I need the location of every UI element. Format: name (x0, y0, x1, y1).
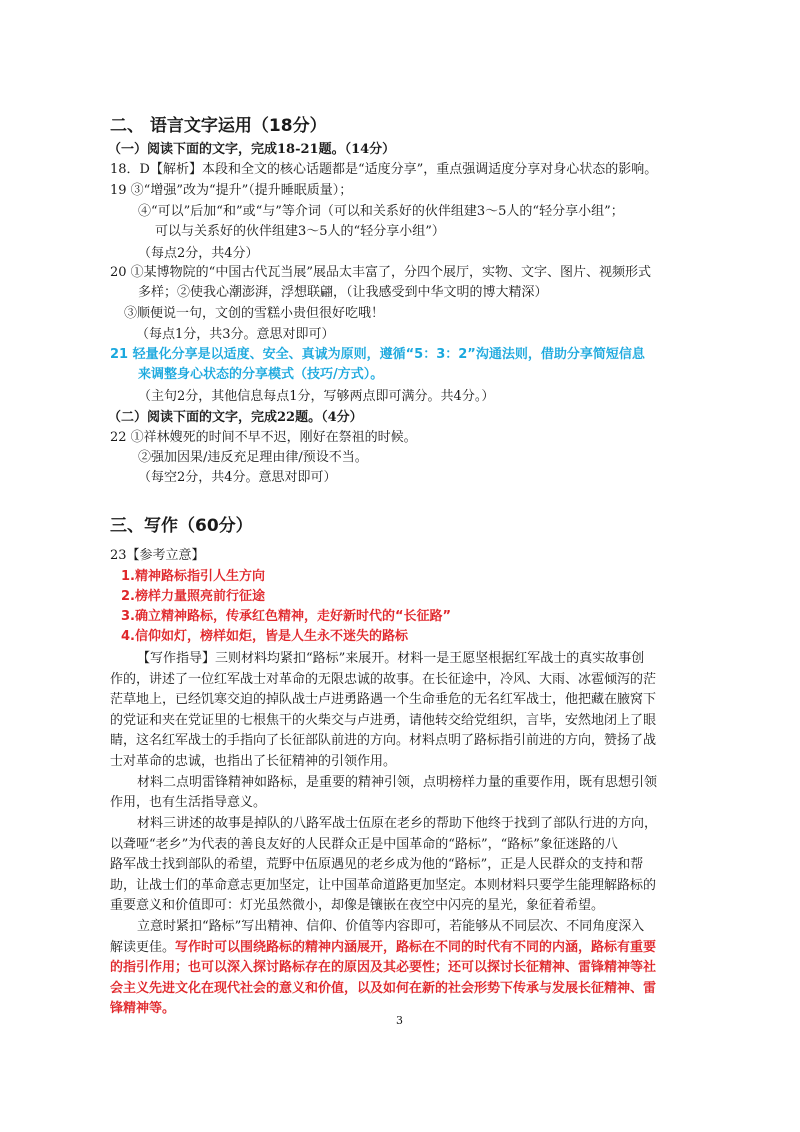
guide-paragraph-line: 作的，讲述了一位红军战士对革命的无限忠诚的故事。在长征途中，冷风、大雨、冰雹倾泻的茫 (110, 672, 657, 687)
answer-20-line: 20 ①某博物院的“中国古代瓦当展”展品太丰富了，分四个展厅，实物、文字、图片、视频形式 (110, 265, 651, 280)
answer-22-line: ②强加因果/违反充足理由律/预设不当。 (138, 450, 368, 465)
guide-paragraph-line: 材料二点明雷锋精神如路标，是重要的精神引领，点明榜样力量的重要作用，既有思想引领 (137, 775, 658, 790)
answer-21-score: （主句2分，其他信息每点1分，写够两点即可满分。共4分。） (138, 389, 495, 404)
answer-21-line: 21 轻量化分享是以适度、安全、真诚为原则，遵循“5：3：2”沟通法则，借助分享简短信息 (110, 347, 645, 362)
guide-paragraph-line: 路军战士找到部队的希望，荒野中伍原遇见的老乡成为他的“路标”，正是人民群众的支持和帮 (110, 857, 644, 872)
guide-paragraph-line: 助，让战士们的革命意志更加坚定，让中国革命道路更加坚定。本则材料只要学生能理解路标的 (110, 878, 657, 893)
answer-20-line: 多样；②使我心潮澎湃，浮想联翩，（让我感受到中华文明的博大精深） (138, 285, 548, 300)
idea-item: 4.信仰如灯，榜样如炬，皆是人生永不迷失的路标 (121, 629, 408, 644)
answer-18: 18．D【解析】本段和全文的核心话题都是“适度分享”，重点强调适度分享对身心状态的影响。 (110, 162, 658, 177)
subsection-2-heading: （二）阅读下面的文字，完成22题。（4分） (108, 410, 363, 425)
guide-red-line: 的指引作用；也可以深入探讨路标存在的原因及其必要性；还可以探讨长征精神、雷锋精神等社 (110, 960, 657, 975)
guide-mixed-line (110, 939, 656, 957)
answer-19-line: ④“可以”后加“和”或“与”等介词（可以和关系好的伙伴组建3～5人的“轻分享小组”； (138, 204, 624, 219)
answer-20-line: ③顺便说一句，文创的雪糕小贵但很好吃哦！ (124, 306, 385, 321)
section-3-title: 三、写作（60分） (110, 516, 253, 536)
guide-red-line: 锋精神等。 (110, 1001, 176, 1016)
guide-paragraph-line: 立意时紧扣“路标”写出精神、信仰、价值等内容即可，若能够从不同层次、不同角度深入 (137, 919, 645, 934)
answer-21-line: 来调整身心状态的分享模式（技巧/方式）。 (138, 367, 384, 382)
guide-red-line: 会主义先进文化在现代社会的意义和价值，以及如何在新的社会形势下传承与发展长征精神、雷 (110, 981, 657, 996)
answer-23-heading: 23【参考立意】 (110, 548, 205, 563)
guide-paragraph-line: 【写作指导】三则材料均紧扣“路标”来展开。材料一是王愿坚根据红军战士的真实故事创 (137, 651, 645, 666)
page-number: 3 (396, 1014, 403, 1027)
guide-paragraph-line: 士对革命的忠诚，也指出了长征精神的引领作用。 (110, 754, 397, 769)
guide-paragraph-line: 材料三讲述的故事是掉队的八路军战士伍原在老乡的帮助下他终于找到了部队行进的方向， (137, 816, 658, 831)
idea-item: 3.确立精神路标，传承红色精神，走好新时代的“长征路” (121, 609, 452, 624)
guide-paragraph-line: 的党证和夹在党证里的七根焦干的火柴交与卢进勇，请他转交给党组织，言毕，安然地闭上了眼 (110, 713, 657, 728)
guide-paragraph-line: 重要意义和价值即可：灯光虽然微小，却像是镶嵌在夜空中闪亮的星光，象征着希望。 (110, 898, 605, 913)
answer-22-score: （每空2分，共4分。意思对即可） (138, 470, 337, 485)
subsection-1-heading: （一）阅读下面的文字，完成18-21题。（14分） (108, 142, 396, 157)
guide-red-text: 写作时可以围绕路标的精神内涵展开，路标在不同的时代有不同的内涵，路标有重要 (175, 940, 657, 955)
section-2-title: 二、 语言文字运用（18分） (110, 116, 327, 136)
guide-paragraph-line: 以聋哑“老乡”为代表的善良友好的人民群众正是中国革命的“路标”，“路标”象征迷路的八 (110, 837, 618, 852)
guide-plain-text: 解读更佳。 (110, 940, 176, 955)
idea-item: 2.榜样力量照亮前行征途 (121, 589, 265, 604)
answer-19-line: 19 ③“增强”改为“提升”（提升睡眠质量）； (110, 183, 353, 198)
guide-paragraph-line: 作用，也有生活指导意义。 (110, 795, 267, 810)
answer-22-line: 22 ①祥林嫂死的时间不早不迟，刚好在祭祖的时候。 (110, 430, 417, 445)
answer-19-score: （每点2分，共4分） (138, 246, 259, 261)
answer-20-score: （每点1分，共3分。意思对即可） (136, 327, 335, 342)
idea-item: 1.精神路标指引人生方向 (121, 569, 265, 584)
guide-paragraph-line: 睛，这名红军战士的手指向了长征部队前进的方向。材料点明了路标指引前进的方向，赞扬了战 (110, 733, 657, 748)
answer-19-line: 可以与关系好的伙伴组建3～5人的“轻分享小组”） (155, 224, 445, 239)
guide-paragraph-line: 茫草地上，已经饥寒交迫的掉队战士卢进勇路遇一个生命垂危的无名红军战士，他把藏在腋窝下 (110, 692, 657, 707)
